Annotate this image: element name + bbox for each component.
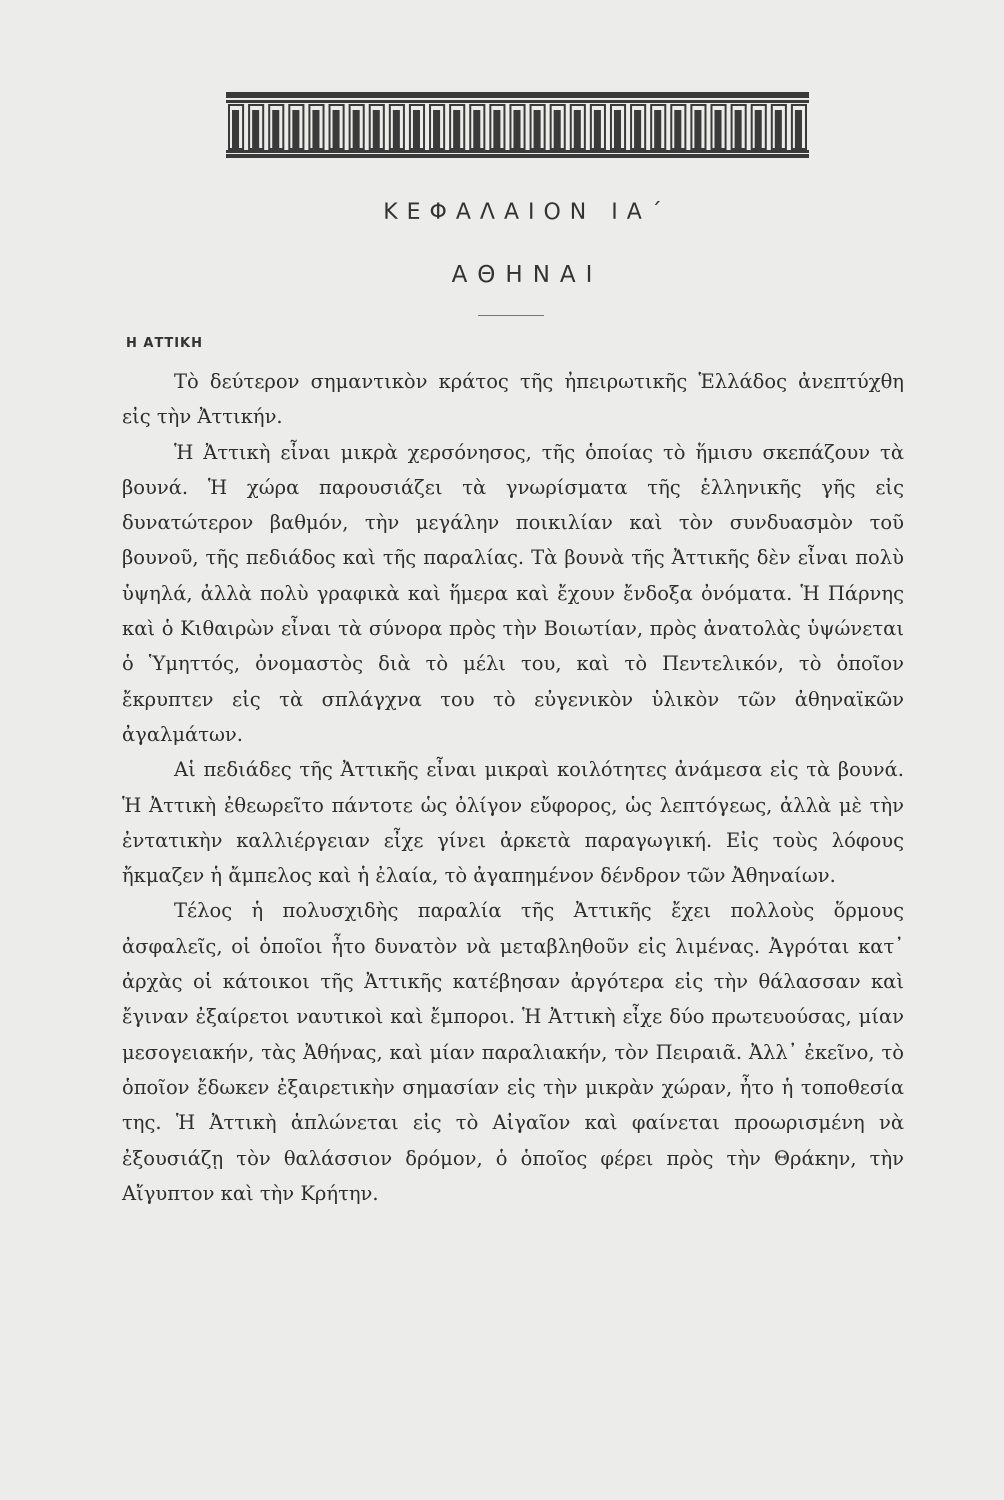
chapter-label: ΚΕΦΑΛΑΙΟΝ ΙΑ΄ <box>383 200 671 225</box>
title-divider <box>478 315 544 316</box>
paragraph: Αἱ πεδιάδες τῆς Ἀττικῆς εἶναι μικραὶ κοιλότητες ἀνάμεσα εἰς τὰ βουνά. Ἡ Ἀττικὴ ἐθεωρεῖτο πάντοτε ὡς ὀλίγον εὔφορος, ὡς λεπτόγεως, ἀλλὰ μὲ τὴν ἐντατικὴν καλλιέργειαν εἶχε γίνει ἀρκετὰ παραγωγική. Εἰς τοὺς λόφους ἤκμαζεν ἡ ἄμπελος καὶ ἡ ἐλαία, τὸ ἀγαπημένον δένδρον τῶν Ἀθηναίων. <box>122 758 904 888</box>
section-heading: Η ΑΤΤΙΚΗ <box>126 336 203 351</box>
body-text <box>122 364 904 1211</box>
colonnade-ornament <box>226 92 809 158</box>
paragraph: Τὸ δεύτερον σημαντικὸν κράτος τῆς ἠπειρωτικῆς Ἑλλάδος ἀνεπτύχθη εἰς τὴν Ἀττικήν. <box>122 370 904 429</box>
paragraph: Ἡ Ἀττικὴ εἶναι μικρὰ χερσόνησος, τῆς ὁποίας τὸ ἥμισυ σκεπάζουν τὰ βουνά. Ἡ χώρα παρουσιάζει τὰ γνωρίσματα τῆς ἑλληνικῆς γῆς εἰς δυνατώτερον βαθμόν, τὴν μεγάλην ποικιλίαν καὶ τὸν συνδυασμὸν τοῦ βουνοῦ, τῆς πεδιάδος καὶ τῆς παραλίας. Τὰ βουνὰ τῆς Ἀττικῆς δὲν εἶναι πολὺ ὑψηλά, ἀλλὰ πολὺ γραφικὰ καὶ ἥμερα καὶ ἔχουν ἔνδοξα ὀνόματα. Ἡ Πάρνης καὶ ὁ Κιθαιρὼν εἶναι τὰ σύνορα πρὸς τὴν Βοιωτίαν, πρὸς ἀνατολὰς ὑψώνεται ὁ Ὑμηττός, ὀνομαστὸς διὰ τὸ μέλι του, καὶ τὸ Πεντελικόν, τὸ ὁποῖον ἔκρυπτεν εἰς τὰ σπλάγχνα του τὸ εὐγενικὸν ὑλικὸν τῶν ἀθηναϊκῶν ἀγαλμάτων. <box>122 440 904 746</box>
chapter-title: ΑΘΗΝΑΙ <box>451 262 603 288</box>
paragraph: Τέλος ἡ πολυσχιδὴς παραλία τῆς Ἀττικῆς ἔχει πολλοὺς ὅρμους ἀσφαλεῖς, οἱ ὁποῖοι ἦτο δυνατὸν νὰ μεταβληθοῦν εἰς λιμένας. Ἀγρόται κατ᾽ ἀρχὰς οἱ κάτοικοι τῆς Ἀττικῆς κατέβησαν ἀργότερα εἰς τὴν θάλασσαν καὶ ἔγιναν ἐξαίρετοι ναυτικοὶ καὶ ἔμποροι. Ἡ Ἀττικὴ εἶχε δύο πρωτευούσας, μίαν μεσογειακήν, τὰς Ἀθήνας, καὶ μίαν παραλιακήν, τὸν Πειραιᾶ. Ἀλλ᾽ ἐκεῖνο, τὸ ὁποῖον ἔδωκεν ἐξαιρετικὴν σημασίαν εἰς τὴν μικρὰν χώραν, ἦτο ἡ τοποθεσία της. Ἡ Ἀττικὴ ἁπλώνεται εἰς τὸ Αἰγαῖον καὶ φαίνεται προωρισμένη νὰ ἐξουσιάζῃ τὸν θαλάσσιον δρόμον, ὁ ὁποῖος φέρει πρὸς τὴν Θράκην, τὴν Αἴγυπτον καὶ τὴν Κρήτην. <box>122 899 904 1205</box>
